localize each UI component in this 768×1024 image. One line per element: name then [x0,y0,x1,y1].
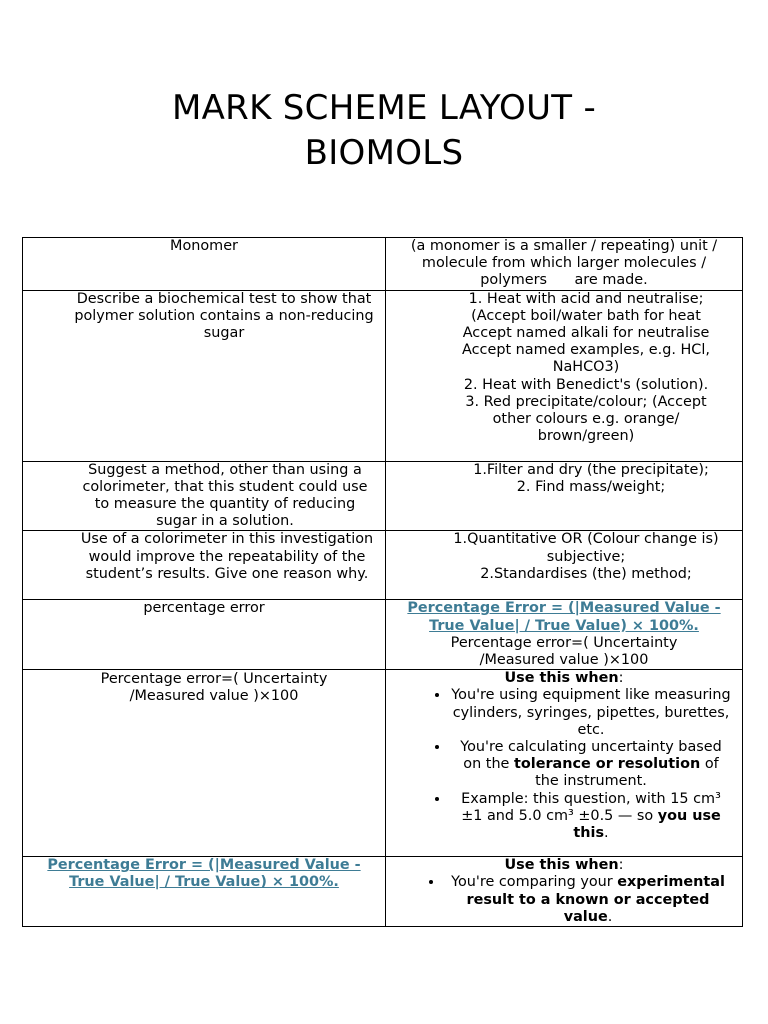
percentage-error-link[interactable]: Percentage Error = (|Measured Value - True Value| / True Value) × 100%. [407,600,721,634]
table-row [23,600,743,670]
list-item [444,874,732,926]
answer-cell [386,670,743,857]
question-cell [23,600,386,670]
answer-cell [386,857,743,927]
bullet-bold: tolerance or resolution [514,756,701,773]
answer-cell [386,290,743,461]
bullet-bold: experimental result to a known or accepted value [466,874,725,925]
table-row [23,290,743,461]
answer-text: (a monomer is a smaller / repeating) unit / molecule from which larger molecules / polymers are made. [410,238,718,289]
answer-cell [386,600,743,670]
answer-line: Accept named alkali for neutralise [462,325,710,342]
bullet-text: . [604,825,609,842]
question-cell [23,670,386,857]
answer-cell [386,238,743,291]
table-row [23,670,743,857]
answer-line: Accept named examples, e.g. HCl, NaHCO3) [462,342,710,376]
list-item [450,739,732,791]
title-line-1: MARK SCHEME LAYOUT - [171,88,597,128]
bullet-list [392,687,736,842]
question-text: Suggest a method, other than using a colorimeter, that this student could use to measure the quantity of reducing sugar in a solution. [82,461,368,530]
question-text: Monomer [170,238,238,254]
bullet-text: Example: this question, with 15 cm³ ±1 and 5.0 cm³ ±0.5 — so [461,790,721,824]
question-cell [23,238,386,291]
answer-line: (Accept boil/water bath for heat [471,307,701,324]
heading-bold: Use this when [504,670,619,687]
use-this-when-heading [392,670,736,687]
answer-line: Percentage error=( Uncertainty /Measured value )×100 [450,634,678,669]
question-text: Percentage error=( Uncertainty /Measured value )×100 [100,671,328,705]
question-cell [23,290,386,461]
use-this-when-heading [392,857,736,874]
table-row [23,238,743,291]
question-cell [23,461,386,531]
answer-line: 1.Filter and dry (the precipitate); [473,461,709,478]
bullet-text: of the instrument. [535,756,719,790]
bullet-text: You're using equipment like measuring cylinders, syringes, pipettes, burettes, etc. [451,687,731,738]
heading-colon: : [618,670,624,687]
bullet-text: . [607,908,613,925]
answer-line: 1. Heat with acid and neutralise; [468,290,704,307]
answer-cell [386,531,743,600]
answer-line: 1.Quantitative OR (Colour change is) subjective; [453,531,719,565]
bullet-text: You're calculating uncertainty based on the [460,739,722,773]
question-text: Use of a colorimeter in this investigation would improve the repeatability of the student’s results. Give one reason why. [80,531,374,582]
answer-line: 2. Find mass/weight; [516,478,666,495]
percentage-error-link[interactable]: Percentage Error = (|Measured Value - True Value| / True Value) × 100%. [47,857,361,891]
title-line-2: BIOMOLS [304,133,464,173]
table-row [23,531,743,600]
question-text: percentage error [143,600,265,617]
list-item [450,687,732,739]
bullet-text: You're comparing your [451,874,618,891]
answer-line: 2. Heat with Benedict's (solution). [463,376,709,393]
answer-line: 3. Red precipitate/colour; (Accept other colours e.g. orange/ brown/green) [465,393,707,445]
question-cell [23,531,386,600]
answer-line: 2.Standardises (the) method; [480,565,692,582]
heading-colon: : [618,857,624,874]
question-text: Describe a biochemical test to show that polymer solution contains a non-reducing sugar [74,290,374,342]
mark-scheme-table [22,237,743,927]
answer-cell [386,461,743,531]
question-cell [23,857,386,927]
page-title [0,86,768,176]
list-item [450,791,732,843]
bullet-list [392,874,736,926]
heading-bold: Use this when [504,857,619,874]
table-row [23,857,743,927]
table-row [23,461,743,531]
bullet-bold: you use this [573,807,721,842]
